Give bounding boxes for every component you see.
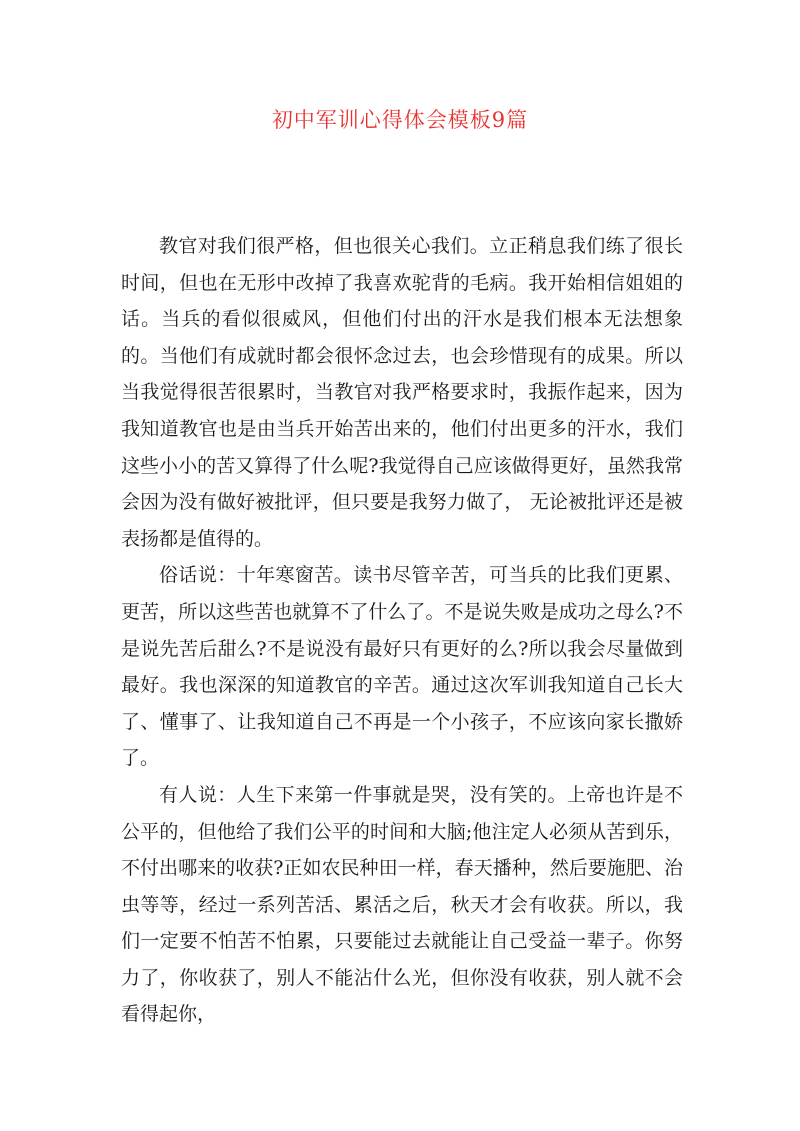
document-title: 初中军训心得体会模板9篇 — [271, 108, 529, 132]
paragraph-1: 教官对我们很严格，但也很关心我们。立正稍息我们练了很长时间，但也在无形中改掉了我喜欢驼背的毛病。我开始相信姐姐的话。当兵的看似很威风，但他们付出的汗水是我们根本无法想象的。当他们有成就时都会很怀念过去，也会珍惜现有的成果。所以当我觉得很苦很累时，当教官对我严格要求时，我振作起来，因为我知道教官也是由当兵开始苦出来的，他们付出更多的汗水，我们这些小小的苦又算得了什么呢?我觉得自己应该做得更好，虽然我常会因为没有做好被批评，但只要是我努力做了， 无论被批评还是被表扬都是值得的。 — [121, 235, 683, 550]
paragraph-2: 俗话说：十年寒窗苦。读书尽管辛苦，可当兵的比我们更累、更苦，所以这些苦也就算不了什么了。不是说失败是成功之母么?不是说先苦后甜么?不是说没有最好只有更好的么?所以我会尽量做到最好。我也深深的知道教官的辛苦。通过这次军训我知道自己长大了、懂事了、让我知道自己不再是一个小孩子，不应该向家长撒娇了。 — [121, 564, 683, 770]
paragraph-3: 有人说：人生下来第一件事就是哭，没有笑的。上帝也许是不公平的，但他给了我们公平的时间和大脑;他注定人必须从苦到乐，不付出哪来的收获?正如农民种田一样，春天播种，然后要施肥、治虫等等，经过一系列苦活、累活之后，秋天才会有收获。所以，我们一定要不怕苦不怕累，只要能过去就能让自己受益一辈子。你努力了，你收获了，别人不能沾什么光，但你没有收获，别人就不会看得起你， — [121, 783, 683, 1026]
document-body — [121, 228, 683, 1033]
